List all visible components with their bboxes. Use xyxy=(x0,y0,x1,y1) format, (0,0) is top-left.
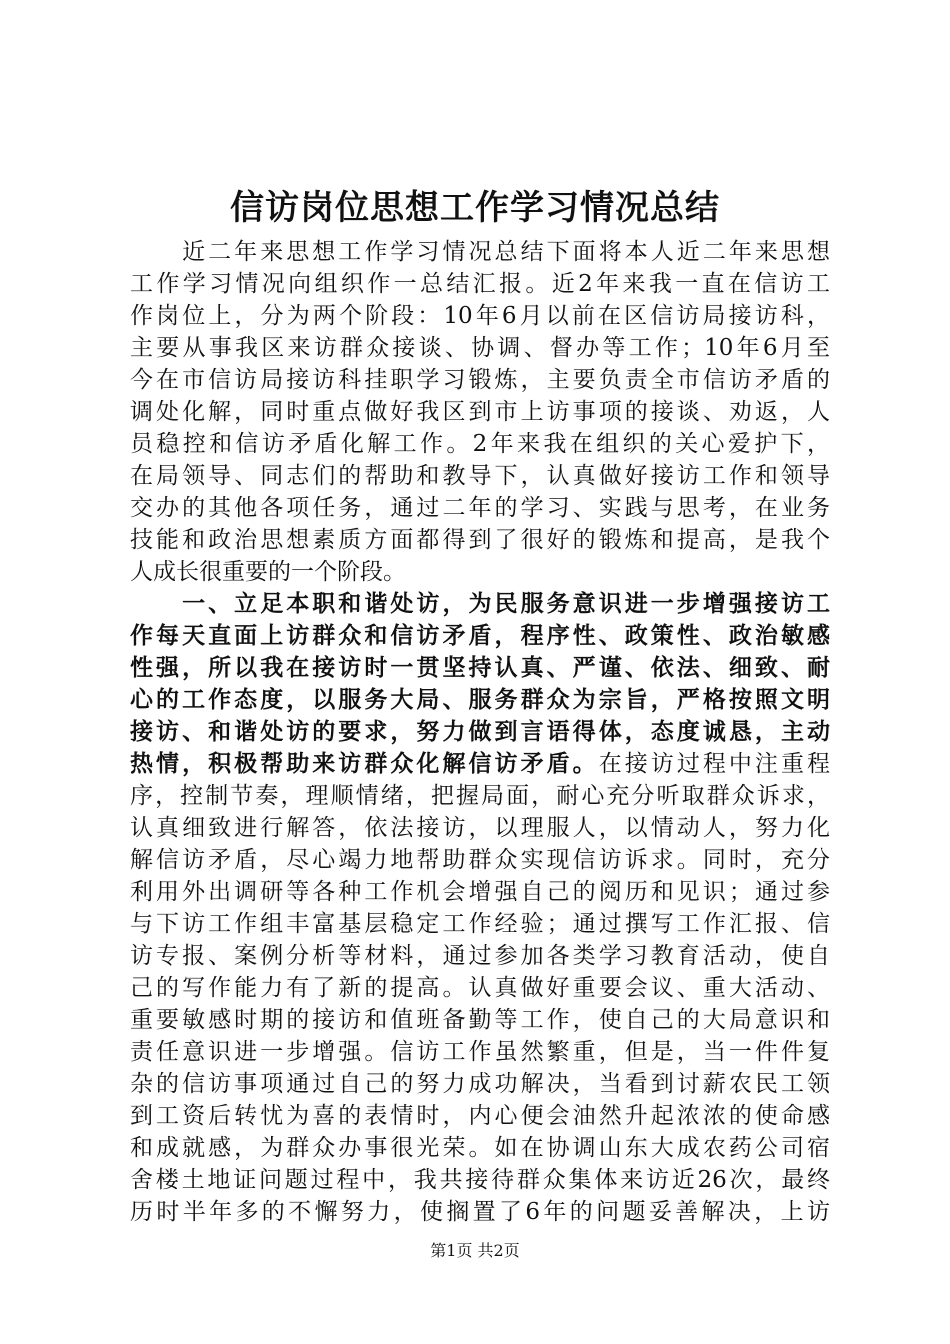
paragraph-line: 利用外出调研等各种工作机会增强自己的阅历和见识；通过参 xyxy=(130,879,830,905)
paragraph-line: 今在市信访局接访科挂职学习锻炼，主要负责全市信访矛盾的 xyxy=(130,367,830,393)
page-number-footer: 第1页 共2页 xyxy=(430,1241,520,1260)
section-heading-line: 性强，所以我在接访时一贯坚持认真、严谨、依法、细致、耐 xyxy=(130,654,830,681)
paragraph-line: 和成就感，为群众办事很光荣。如在协调山东大成农药公司宿 xyxy=(130,1135,830,1161)
paragraph-line: 调处化解，同时重点做好我区到市上访事项的接谈、劝返，人 xyxy=(130,399,830,425)
paragraph-line: 舍楼土地证问题过程中，我共接待群众集体来访近26次，最终 xyxy=(130,1167,830,1193)
paragraph-line: 主要从事我区来访群众接谈、协调、督办等工作；10年6月至 xyxy=(130,335,830,361)
paragraph-line: 历时半年多的不懈努力，使搁置了6年的问题妥善解决，上访 xyxy=(130,1199,830,1225)
document-title: 信访岗位思想工作学习情况总结 xyxy=(230,188,720,228)
paragraph-line: 访专报、案例分析等材料，通过参加各类学习教育活动，使自 xyxy=(130,943,830,969)
paragraph-line: 解信访矛盾，尽心竭力地帮助群众实现信访诉求。同时，充分 xyxy=(130,847,830,873)
paragraph-line: 交办的其他各项任务，通过二年的学习、实践与思考，在业务 xyxy=(130,495,830,521)
paragraph-line: 己的写作能力有了新的提高。认真做好重要会议、重大活动、 xyxy=(130,975,830,1001)
section-heading-tail: 热情，积极帮助来访群众化解信访矛盾。 xyxy=(130,750,599,777)
section-heading-line: 一、立足本职和谐处访，为民服务意识进一步增强接访工 xyxy=(130,590,830,617)
paragraph-line: 近二年来思想工作学习情况总结下面将本人近二年来思想 xyxy=(130,239,830,265)
paragraph-line: 责任意识进一步增强。信访工作虽然繁重，但是，当一件件复 xyxy=(130,1039,830,1065)
paragraph-line: 技能和政治思想素质方面都得到了很好的锻炼和提高，是我个 xyxy=(130,527,830,553)
section-heading-line: 作每天直面上访群众和信访矛盾，程序性、政策性、政治敏感 xyxy=(130,622,830,649)
paragraph-line: 与下访工作组丰富基层稳定工作经验；通过撰写工作汇报、信 xyxy=(130,911,830,937)
paragraph-line: 工作学习情况向组织作一总结汇报。近2年来我一直在信访工 xyxy=(130,271,830,297)
document-body xyxy=(130,236,830,1228)
mixed-line xyxy=(130,748,830,780)
paragraph-segment: 在接访过程中注重程 xyxy=(598,751,831,777)
section-heading-line: 心的工作态度，以服务大局、服务群众为宗旨，严格按照文明 xyxy=(130,686,830,713)
paragraph-line: 重要敏感时期的接访和值班备勤等工作，使自己的大局意识和 xyxy=(130,1007,830,1033)
paragraph-line: 作岗位上，分为两个阶段：10年6月以前在区信访局接访科， xyxy=(130,303,830,329)
section-heading-line: 接访、和谐处访的要求，努力做到言语得体，态度诚恳，主动 xyxy=(130,718,830,745)
paragraph-line: 认真细致进行解答，依法接访，以理服人，以情动人，努力化 xyxy=(130,815,830,841)
paragraph-line: 人成长很重要的一个阶段。 xyxy=(130,559,406,585)
paragraph-line: 在局领导、同志们的帮助和教导下，认真做好接访工作和领导 xyxy=(130,463,830,489)
paragraph-line: 杂的信访事项通过自己的努力成功解决，当看到讨薪农民工领 xyxy=(130,1071,830,1097)
paragraph-line: 到工资后转忧为喜的表情时，内心便会油然升起浓浓的使命感 xyxy=(130,1103,830,1129)
paragraph-line: 序，控制节奏，理顺情绪，把握局面，耐心充分听取群众诉求， xyxy=(130,783,830,809)
paragraph-line: 员稳控和信访矛盾化解工作。2年来我在组织的关心爱护下， xyxy=(130,431,830,457)
